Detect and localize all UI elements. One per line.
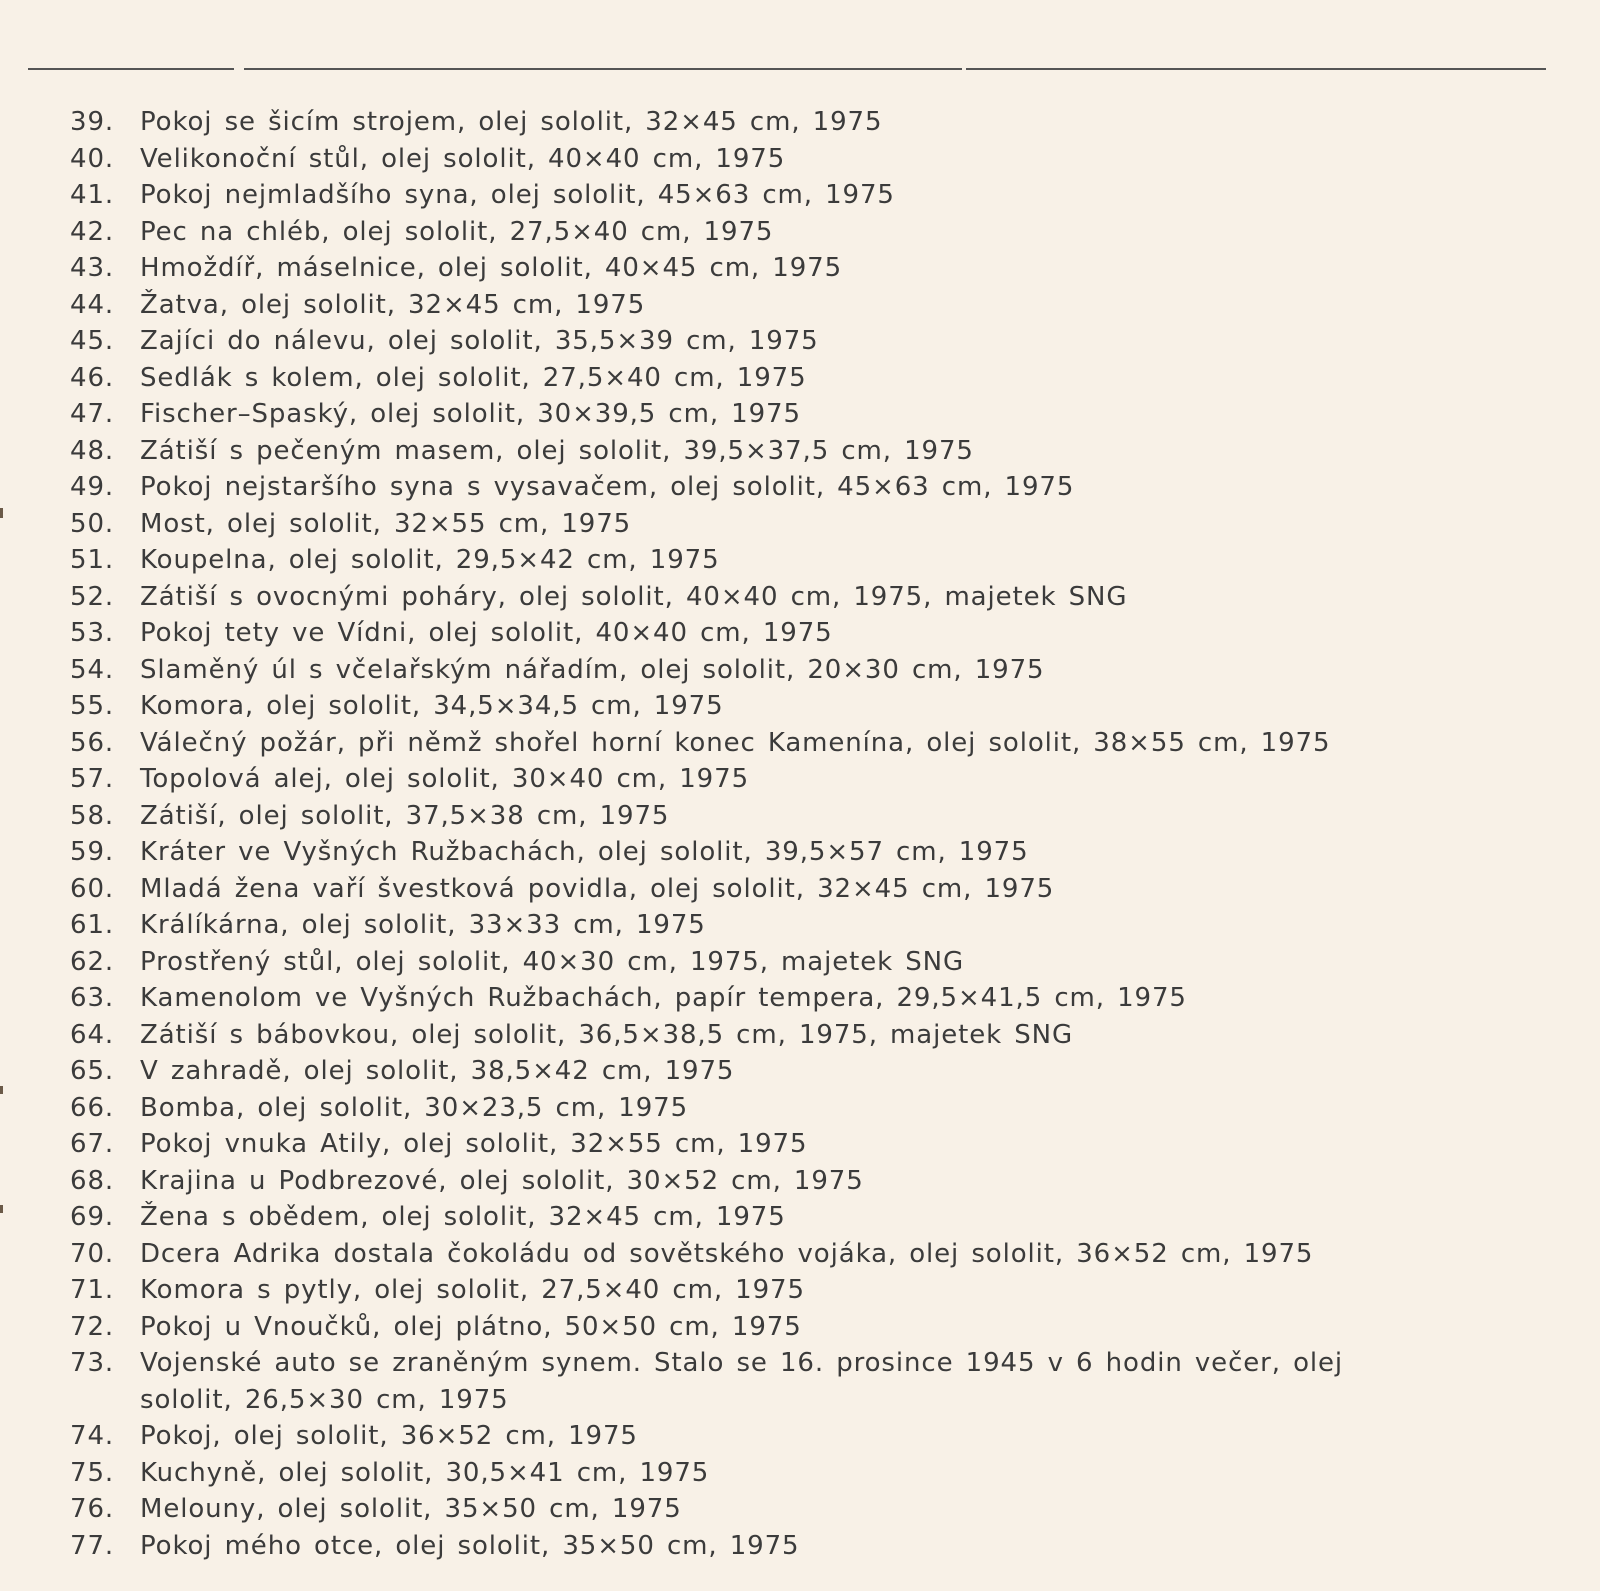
header-rule-left [28,68,234,70]
entry-text: Bomba, olej sololit, 30×23,5 cm, 1975 [140,1092,689,1123]
catalog-entry [70,1163,1550,1200]
catalog-entry [70,323,1550,360]
entry-text: Slaměný úl s včelařským nářadím, olej sololit, 20×30 cm, 1975 [140,654,1045,685]
catalog-entry [70,1272,1550,1309]
catalog-entry [70,688,1550,725]
catalog-entry [70,798,1550,835]
entry-text: Vojenské auto se zraněným synem. Stalo se 16. prosince 1945 v 6 hodin večer, olej sololit, 26,5×30 cm, 1975 [140,1348,1344,1415]
entry-text: Topolová alej, olej sololit, 30×40 cm, 1975 [140,764,750,794]
entry-text: Kamenolom ve Vyšných Ružbachách, papír tempera, 29,5×41,5 cm, 1975 [140,983,1187,1013]
entry-number: 40. [70,143,115,174]
entry-number: 65. [70,1056,115,1086]
margin-mark [0,508,3,518]
entry-number: 72. [70,1311,115,1342]
entry-number: 49. [70,472,115,502]
entry-number: 69. [70,1202,115,1232]
catalog-entry [70,177,1550,214]
catalog-entry [70,1345,1550,1418]
catalog-entry [70,615,1550,652]
entry-text: Pokoj nejstaršího syna s vysavačem, olej sololit, 45×63 cm, 1975 [140,472,1075,502]
entry-number: 51. [70,545,115,575]
catalog-entry [70,1017,1550,1054]
catalog-entry [70,1309,1550,1346]
entry-number: 75. [70,1457,115,1488]
entry-text: Pokoj nejmladšího syna, olej sololit, 45×63 cm, 1975 [140,180,895,210]
entry-text: Melouny, olej sololit, 35×50 cm, 1975 [140,1494,682,1524]
catalog-entry [70,214,1550,251]
entry-text: Králíkárna, olej sololit, 33×33 cm, 1975 [140,910,706,940]
entry-text: Pokoj mého otce, olej sololit, 35×50 cm, 1975 [140,1530,800,1561]
catalog-entry [70,542,1550,579]
catalog-entry [70,871,1550,908]
entry-number: 62. [70,946,115,977]
catalog-entry [70,761,1550,798]
entry-number: 74. [70,1421,115,1451]
catalog-entry [70,1053,1550,1090]
entry-number: 50. [70,508,115,539]
margin-mark [0,1086,3,1094]
entry-number: 46. [70,362,115,393]
entry-number: 44. [70,289,115,320]
catalog-entry [70,433,1550,470]
margin-mark [0,1205,3,1213]
entry-number: 59. [70,837,115,867]
catalog-entry [70,1126,1550,1163]
catalog-entry [70,1090,1550,1127]
entry-text: Hmoždíř, máselnice, olej sololit, 40×45 cm, 1975 [140,253,843,283]
entry-text: Zátiší s bábovkou, olej sololit, 36,5×38,5 cm, 1975, majetek SNG [140,1019,1074,1050]
entry-text: V zahradě, olej sololit, 38,5×42 cm, 1975 [140,1056,735,1086]
entry-number: 53. [70,618,115,648]
catalog-entry [70,250,1550,287]
entry-text: Sedlák s kolem, olej sololit, 27,5×40 cm, 1975 [140,362,807,393]
entry-number: 60. [70,873,115,904]
entry-number: 52. [70,581,115,612]
entry-text: Kuchyně, olej sololit, 30,5×41 cm, 1975 [140,1457,710,1488]
entry-text: Zátiší s pečeným masem, olej sololit, 39,5×37,5 cm, 1975 [140,435,974,466]
entry-text: Pokoj tety ve Vídni, olej sololit, 40×40 cm, 1975 [140,618,833,648]
catalog-entry [70,1199,1550,1236]
entry-text: Kráter ve Vyšných Ružbachách, olej sololit, 39,5×57 cm, 1975 [140,837,1029,867]
catalog-entry [70,141,1550,178]
entry-text: Dcera Adrika dostala čokoládu od sovětského vojáka, olej sololit, 36×52 cm, 1975 [140,1238,1314,1269]
entry-text: Koupelna, olej sololit, 29,5×42 cm, 1975 [140,545,720,575]
catalog-entry [70,396,1550,433]
entry-number: 76. [70,1494,115,1524]
entry-number: 64. [70,1019,115,1050]
catalog-entry [70,360,1550,397]
catalog-entry [70,1236,1550,1273]
entry-text: Pokoj se šicím strojem, olej sololit, 32×45 cm, 1975 [140,107,883,137]
entry-text: Komora, olej sololit, 34,5×34,5 cm, 1975 [140,691,724,721]
entry-text: Zátiší s ovocnými poháry, olej sololit, 40×40 cm, 1975, majetek SNG [140,581,1128,612]
entry-text: Pokoj u Vnoučků, olej plátno, 50×50 cm, 1975 [140,1311,802,1342]
entry-number: 48. [70,435,115,466]
header-rule-middle [244,68,962,70]
entry-text: Žena s obědem, olej sololit, 32×45 cm, 1975 [140,1202,786,1232]
entry-text: Mladá žena vaří švestková povidla, olej sololit, 32×45 cm, 1975 [140,873,1055,904]
entry-number: 43. [70,253,115,283]
entry-number: 42. [70,216,115,247]
entry-text: Most, olej sololit, 32×55 cm, 1975 [140,508,632,539]
catalog-entry [70,980,1550,1017]
entry-number: 66. [70,1092,115,1123]
entry-number: 58. [70,800,115,831]
entry-text: Pokoj vnuka Atily, olej sololit, 32×55 cm, 1975 [140,1129,808,1159]
entry-number: 54. [70,654,115,685]
entry-number: 47. [70,399,115,429]
entry-number: 41. [70,180,115,210]
entry-text: Komora s pytly, olej sololit, 27,5×40 cm, 1975 [140,1275,805,1305]
header-rule-right [966,68,1546,70]
entry-number: 67. [70,1129,115,1159]
entry-number: 63. [70,983,115,1013]
entry-text: Zátiší, olej sololit, 37,5×38 cm, 1975 [140,800,670,831]
entry-text: Válečný požár, při němž shořel horní konec Kamenína, olej sololit, 38×55 cm, 1975 [140,727,1331,758]
catalog-entry [70,1528,1550,1565]
entry-text: Velikonoční stůl, olej sololit, 40×40 cm, 1975 [140,143,786,174]
entry-number: 77. [70,1530,115,1561]
entry-number: 61. [70,910,115,940]
entry-text: Krajina u Podbrezové, olej sololit, 30×52 cm, 1975 [140,1165,864,1196]
entry-number: 68. [70,1165,115,1196]
catalog-entry [70,506,1550,543]
entry-text: Zajíci do nálevu, olej sololit, 35,5×39 cm, 1975 [140,326,819,356]
catalog-entry [70,652,1550,689]
catalog-entry [70,1491,1550,1528]
entry-number: 71. [70,1275,115,1305]
catalog-entry [70,469,1550,506]
entry-number: 73. [70,1348,115,1378]
entry-number: 57. [70,764,115,794]
entry-number: 55. [70,691,115,721]
catalog-entry [70,1455,1550,1492]
catalog-entry [70,834,1550,871]
catalog-entry [70,725,1550,762]
catalog-entry [70,287,1550,324]
catalog-list [70,104,1550,1564]
entry-text: Pokoj, olej sololit, 36×52 cm, 1975 [140,1421,638,1451]
entry-number: 70. [70,1238,115,1269]
catalog-entry [70,907,1550,944]
catalog-entry [70,579,1550,616]
entry-number: 56. [70,727,115,758]
entry-text: Pec na chléb, olej sololit, 27,5×40 cm, 1975 [140,216,774,247]
catalog-entry [70,104,1550,141]
entry-text: Žatva, olej sololit, 32×45 cm, 1975 [140,289,646,320]
entry-text: Prostřený stůl, olej sololit, 40×30 cm, 1975, majetek SNG [140,946,965,977]
entry-number: 39. [70,107,115,137]
entry-text: Fischer–Spaský, olej sololit, 30×39,5 cm, 1975 [140,399,801,429]
entry-number: 45. [70,326,115,356]
catalog-entry [70,1418,1550,1455]
catalog-entry [70,944,1550,981]
